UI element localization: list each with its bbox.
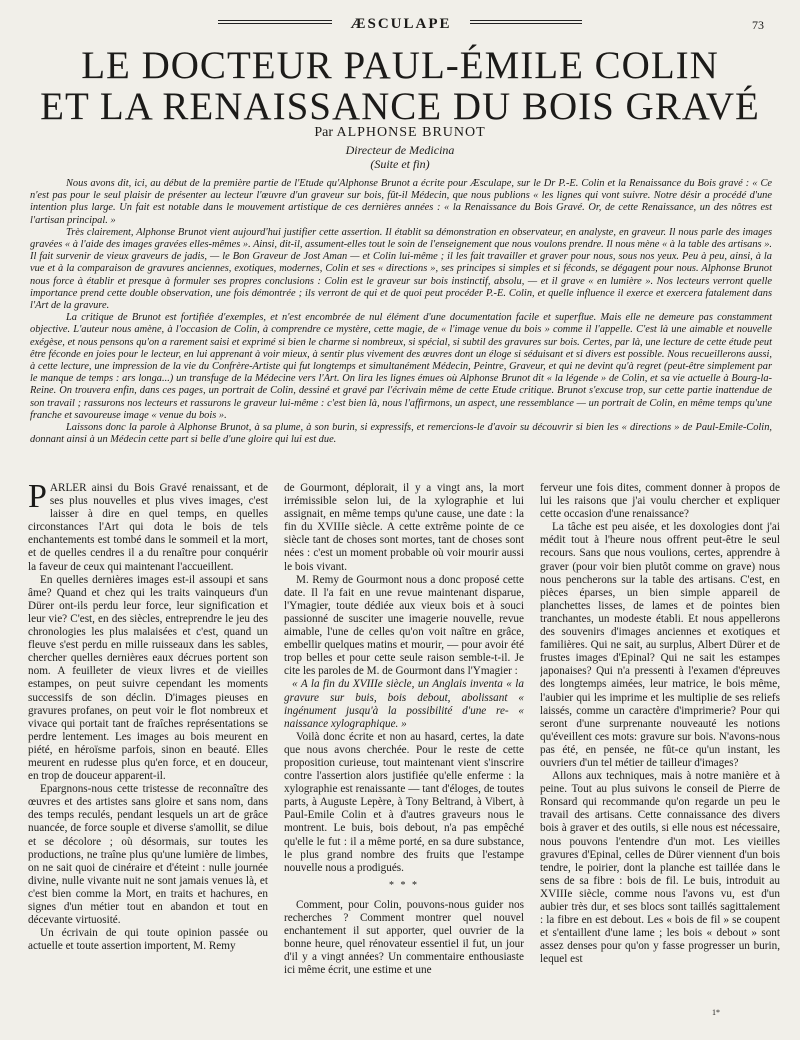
body-paragraph: Voilà donc écrite et non au hasard, certes, la date que nous avons cherchée. Pour le reste de cette proposition curieuse, tout maintenant vient s'inscrire contre l'assertion alors justifiée qu'elle enferme : la xylographie est renaissante — tant d'éloges, de toutes parts, à Auguste Lepère, à Tony Beltrand, à Vibert, à Paul-Emile Colin et à d'autres graveurs nous le montrent. Le buis, bois debout, n'a pas empêché qu'elle le fut : il a même porté, en sa dure substance, le plus grand nombre des fruits que l'estampe nouvelle nous a prodigués. [284, 730, 524, 874]
body-paragraph [28, 482, 268, 574]
header-rule-left [218, 20, 332, 24]
intro-paragraph: Nous avons dit, ici, au début de la première partie de l'Etude qu'Alphonse Brunot a écrite pour Æsculape, sur le Dr P.-E. Colin et la Renaissance du Bois gravé : « Ce n'est pas pour le seul plaisir de présenter au lecteur l'œuvre d'un graveur sur bois, fût-il Médecin, que nous publions « les lignes qui vont suivre. Notre désir a procédé d'une intention plus large. Un fait est notable dans le mouvement artistique de ces dernières années : « la Renaissance du Bois Gravé. Or, de cette Renaissance, un des nôtres est l'artisan principal. » [30, 178, 772, 226]
column-3 [540, 482, 780, 1030]
intro-paragraph: Laissons donc la parole à Alphonse Brunot, à sa plume, à son burin, si expressifs, et remercions-le d'avoir su découvrir si bien les « directions » de Paul-Emile-Colin, donnant ainsi à un Médecin cette part si belle d'une gloire qui lui est due. [30, 422, 772, 446]
body-paragraph: de Gourmont, déplorait, il y a vingt ans, la mort irrémissible selon lui, de la xylographie et lui assignait, en même temps qu'une cause, une date : la fin du XVIIIe siècle. A cette extrême pointe de ce siècle tant de choses sont mortes, tant de choses sont nées : c'est un moment probable où voir mourir aussi le bois vivant. [284, 482, 524, 573]
lead-text: ARLER ainsi du Bois Gravé renaissant, et de ses plus nouvelles et plus vives images, c'est laisser à dire en quel temps, en quelles circonstances l'Art qui dota le bois de tels enchantements est tombé dans le sommeil et la mort, et de quelles cendres il a du renaître pour conquérir la faveur de ceux qui maintenant l'accueillent. [28, 482, 268, 573]
header-rule-right [470, 20, 582, 24]
byline-prefix: Par [314, 125, 337, 140]
body-paragraph: Comment, pour Colin, pouvons-nous guider nos recherches ? Comment montrer quel nouvel enchantement il sut apporter, quel ouvrier de la bonne heure, quel rénovateur essentiel il fut, un jour d'il y a vingt années? Un commentaire enthousiaste ici même écrit, une estime et une [284, 898, 524, 977]
continuation-note: (Suite et fin) [370, 157, 430, 171]
column-1 [28, 482, 268, 1030]
signature-mark: 1* [712, 1008, 720, 1017]
quotation: « A la fin du XVIIIe siècle, un Anglais inventa « la gravure sur buis, bois debout, abolissant « ingénument jusqu'à la possibilité d'une re- « naissance xylographique. » [284, 678, 524, 730]
body-paragraph: Epargnons-nous cette tristesse de reconnaître des œuvres et des artistes sans gloire et sans nom, dans des temps reculés, pendant lesquels un art de grâce nuancée, de force souple et diverse s'amollit, se dilue et se décolore ; où désormais, sur toutes les productions, ne traîne plus qu'une lumière de limbes, on ne sait quoi de cinéraire et d'éteint : nulle journée divine, nulle vivante nuit ne sont jamais venues là, et c'est bien comme la Mort, en traits et hachures, en signes d'un métier tout en abandon et tout en décevante virtuosité. [28, 783, 268, 927]
body-paragraph: Allons aux techniques, mais à notre manière et à peine. Tout au plus suivons le conseil de Pierre de Ronsard qui recommande qu'on regarde un peu le travail des artisans. Cette connaissance des divers bois à graver et des outils, si elle nous est nécessaire, nous pouvons l'entendre d'un mot. Les vieilles gravures d'Epinal, celles de Dürer viennent d'un bois tendre, le poirier, dont la planche est taillée dans le sens de sa fibre : bois de fil. Le buis, introduit au XVIIIe siècle, comme nous l'avons vu, est d'un aubier très dur, et ses blocs sont taillés sagittalement : la fibre en est debout. Les « bois de fil » se coupent et s'entaillent d'une lame ; les bois « debout » sont assez denses pour qu'on y fasse progresser un burin, lequel est [540, 770, 780, 966]
column-2 [284, 482, 524, 1030]
editorial-introduction [30, 178, 772, 446]
running-header [0, 16, 800, 34]
body-paragraph: ferveur une fois dites, comment donner à propos de lui les raisons que j'ai voulu chercher et expliquer cette occasion d'une renaissance? [540, 482, 780, 521]
article-body [28, 482, 780, 1030]
intro-paragraph: La critique de Brunot est fortifiée d'exemples, et n'est encombrée de nul élément d'une documentation facile et superflue. Mais elle ne demeure pas constamment objective. L'auteur nous amène, à l'occasion de Colin, à comprendre ce mystère, cette magie, de « l'image venue du bois » comme il l'appelle. C'est là une aimable et nouvelle exégèse, et nous pensons qu'on a rarement saisi et exprimé si bien le charme si nombreux, si spécial, si subtil des gravures sur bois. Certes, par là, une lecture de cette étude peut être féconde en joies pour le lecteur, en lui apprenant à voir mieux, à sentir plus vivement des œuvres dont un éloge si séduisant et si divers est possible. Nous recueillerons aussi, à cette lecture, une impression de la vie du Confrère-Artiste qui fut longtemps et simultanément Médecin, Peintre, Graveur, et qui ne devint qu'à regret (peut-être simplement par le manque de temps : ars longa...) un transfuge de la Médecine vers l'Art. On lira les lignes émues où Alphonse Brunot dit « la légende » de Colin, et sa vie actuelle à Bourg-la-Reine. On trouvera enfin, dans ces pages, un portrait de Colin, dessiné et gravé par l'écrivain même de cette Etude critique. Brunot s'excuse trop, sur cette partie inattendue de son travail ; rassurons nos lecteurs et rassurons le graveur lui-même : c'est bien là, nous l'affirmons, un aspect, une ressemblance — un portrait de Colin, en même temps qu'une franche et savoureuse image « venue du bois ». [30, 312, 772, 421]
page-number: 73 [752, 18, 764, 32]
author-role: Directeur de Medicina [345, 143, 455, 157]
article-title-line-1: LE DOCTEUR PAUL-ÉMILE COLIN [81, 44, 719, 87]
drop-cap: P [28, 482, 47, 515]
body-paragraph: En quelles dernières images est-il assoupi et sans âme? Quand et chez qui les traits vainqueurs d'un Dürer ont-ils perdu leur force, leur signification et leur vie? C'est, en des siècles, entreprendre le jeu des chronologies les plus malaisées et c'est, quand un fleuve s'est perdu en mille ruisseaux dans les sables, chercher quelles dernières eaux décrues portent son nom. A feuilleter de vieux livres et de vieilles estampes, on peut suivre cependant les moments successifs de son déclin. D'images pieuses en gravures profanes, on peut voir le flot nombreux et vivace qui portait tant de fraîches représentations se perdre lentement. Les images au bois meurent en piété, en héroïsme parfois, sinon en beauté. Elles meurent en rudesse plus qu'en force, et en douceur, en trop de douceur apparent-il. [28, 573, 268, 783]
intro-paragraph: Très clairement, Alphonse Brunot vient aujourd'hui justifier cette assertion. Il établit sa démonstration en observateur, en analyste, en graveur. Il nous parle des images gravées « à l'aide des images gravées elles-mêmes ». Ainsi, dit-il, assument-elles tout le soin de l'enseignement que nous voulons prendre. Il nous mène « à la table des artisans ». Il fait survenir de vieux graveurs de jadis, — le Bon Graveur de Jost Aman — et Colin lui-même ; il les fait travailler et graver pour nous, sous nos yeux. Peu à peu, ainsi, à la vue et à la comparaison de gravures anciennes, exotiques, modernes, Colin et ses « directions », ses principes si simples et si féconds, se dégagent pour nous. Alphonse Brunot nous force à établir et presque à formuler ses propres conclusions : Colin est le graveur sur bois instinctif, absolu, — et il grave « en lumière ». Nos lecteurs verront quelle importance prend cette double observation, une fois démontrée ; ils verront de qui et de quoi peut procéder P.-E. Colin, et quelle influence il exerce et exercera fatalement dans l'Art de la gravure. [30, 226, 772, 312]
body-paragraph: Un écrivain de qui toute opinion passée ou actuelle et toute assertion importent, M. Remy [28, 927, 268, 953]
byline [0, 125, 800, 141]
body-paragraph: La tâche est peu aisée, et les doxologies dont j'ai médit tout à l'heure nous offrent peut-être le seul recours. Sans que nous voulions, certes, apprendre à graver (pour voir bien plutôt comme on grave) nous nous pencherons sur la table des artisans. C'est, en pièces éparses, un bien simple appareil de planchettes lisses, de lames et de pointes bien tranchantes, un modeste établi. Et nous appellerons des souvenirs d'images anciennes et exotiques et familières. Qui ne sait, au surplus, Albert Dürer et de frustes images d'Epinal? Qui ne sait les estampes japonaises? Qui n'a pressenti à l'examen d'épreuves des longtemps aimées, leur matrice, le bois même, l'aubier qui les imprime et les multiplie de ses reliefs laissés, comme un caractère d'imprimerie? Pour qui seront d'une surprenante nouveauté les notions qu'éveillent ces mots: gravure sur bois. N'avons-nous pas été, en pensée, ne fût-ce qu'un instant, les ouvriers d'un tel métier de tailleur d'images? [540, 521, 780, 769]
author-name: ALPHONSE BRUNOT [336, 125, 486, 140]
journal-name: ÆSCULAPE [350, 16, 452, 32]
body-paragraph: M. Remy de Gourmont nous a donc proposé cette date. Il l'a fait en une revue maintenant disparue, l'Ymagier, toute dédiée aux vieux bois et à souci passionné de susciter une imagerie nouvelle, revue aimable, l'une de celles qu'on voit naître en grâce, embellir quelques matins et mourir, — pour avoir été trop belles et pour cette seule raison semble-t-il. Je cite les paroles de M. de Gourmont dans l'Ymagier : [284, 573, 524, 678]
section-separator: * * * [389, 879, 419, 891]
article-title-line-2: ET LA RENAISSANCE DU BOIS GRAVÉ [40, 85, 760, 128]
